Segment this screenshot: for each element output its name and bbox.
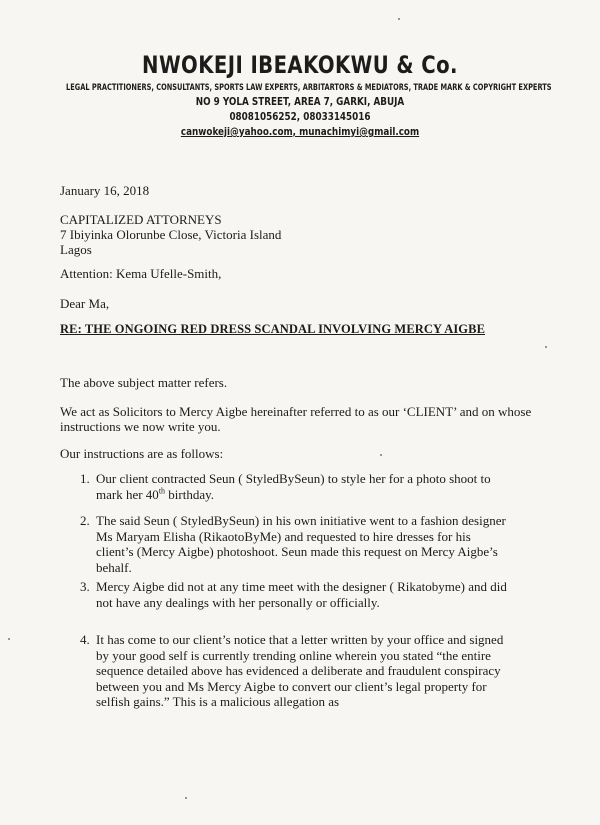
recipient-address-line1: 7 Ibiyinka Olorunbe Close, Victoria Island [60, 227, 282, 242]
paragraph: The above subject matter refers. [60, 375, 228, 390]
letter-date: January 16, 2018 [60, 183, 150, 198]
paragraph: Our instructions are as follows: [60, 446, 224, 461]
list-item-number: 2. [80, 513, 90, 528]
list-item [80, 579, 510, 610]
scan-speck [545, 346, 547, 348]
list-item-number: 3. [80, 579, 90, 594]
ordinal-suffix: th [158, 486, 166, 496]
scan-speck [398, 18, 400, 20]
firm-emails: canwokeji@yahoo.com, munachimyi@gmail.com [180, 125, 420, 138]
list-item-number: 4. [80, 632, 90, 647]
attention-line: Attention: Kema Ufelle-Smith, [60, 266, 222, 281]
list-item-text-end: birthday. [165, 486, 215, 502]
letterhead [0, 50, 600, 139]
firm-phones: 08081056252, 08033145016 [229, 110, 371, 123]
subject-line: RE: THE ONGOING RED DRESS SCANDAL INVOLVING MERCY AIGBE [60, 322, 486, 336]
paragraph: We act as Solicitors to Mercy Aigbe hereinafter referred to as our ‘CLIENT’ and on whose instructions we now write you. [60, 404, 532, 434]
recipient-address-line2: Lagos [60, 242, 92, 257]
list-item [80, 632, 510, 710]
list-item-text: It has come to our client’s notice that a letter written by your office and signed by your good self is currently trending online wherein you stated “the entire sequence detailed above has evidenced a deliberate and fraudulent conspiracy between you and Ms Mercy Aigbe to convert our client’s legal property for selfish gains.” This is a malicious allegation as [96, 632, 504, 709]
list-item-text: Our client contracted Seun ( StyledBySeun) to style her for a photo shoot to mark her 40 [96, 471, 491, 502]
firm-name: NWOKEJI IBEAKOKWU & Co. [142, 51, 458, 79]
list-item-text: Mercy Aigbe did not at any time meet with the designer ( Rikatobyme) and did not have any dealings with her personally or officially. [96, 579, 507, 610]
firm-address: NO 9 YOLA STREET, AREA 7, GARKI, ABUJA [195, 95, 405, 108]
recipient-block [60, 212, 538, 257]
scan-speck [380, 454, 382, 456]
list-item-text: The said Seun ( StyledBySeun) in his own initiative went to a fashion designer Ms Maryam Elisha (RikaotoByMe) and requested to hire dresses for his client’s (Mercy Aigbe) photoshoot. Seun made this request on Mercy Aigbe’s behalf. [96, 513, 506, 575]
recipient-name: CAPITALIZED ATTORNEYS [60, 212, 222, 227]
practice-areas: LEGAL PRACTITIONERS, CONSULTANTS, SPORTS LAW EXPERTS, ARBITARTORS & MEDIATORS, TRADE MARK & COPYRIGHT EXPERTS [66, 83, 552, 93]
scan-speck [8, 638, 10, 640]
list-item [80, 513, 510, 575]
list-item-number: 1. [80, 471, 90, 486]
salutation: Dear Ma, [60, 296, 110, 311]
list-item [80, 471, 510, 502]
scan-speck [185, 797, 187, 799]
